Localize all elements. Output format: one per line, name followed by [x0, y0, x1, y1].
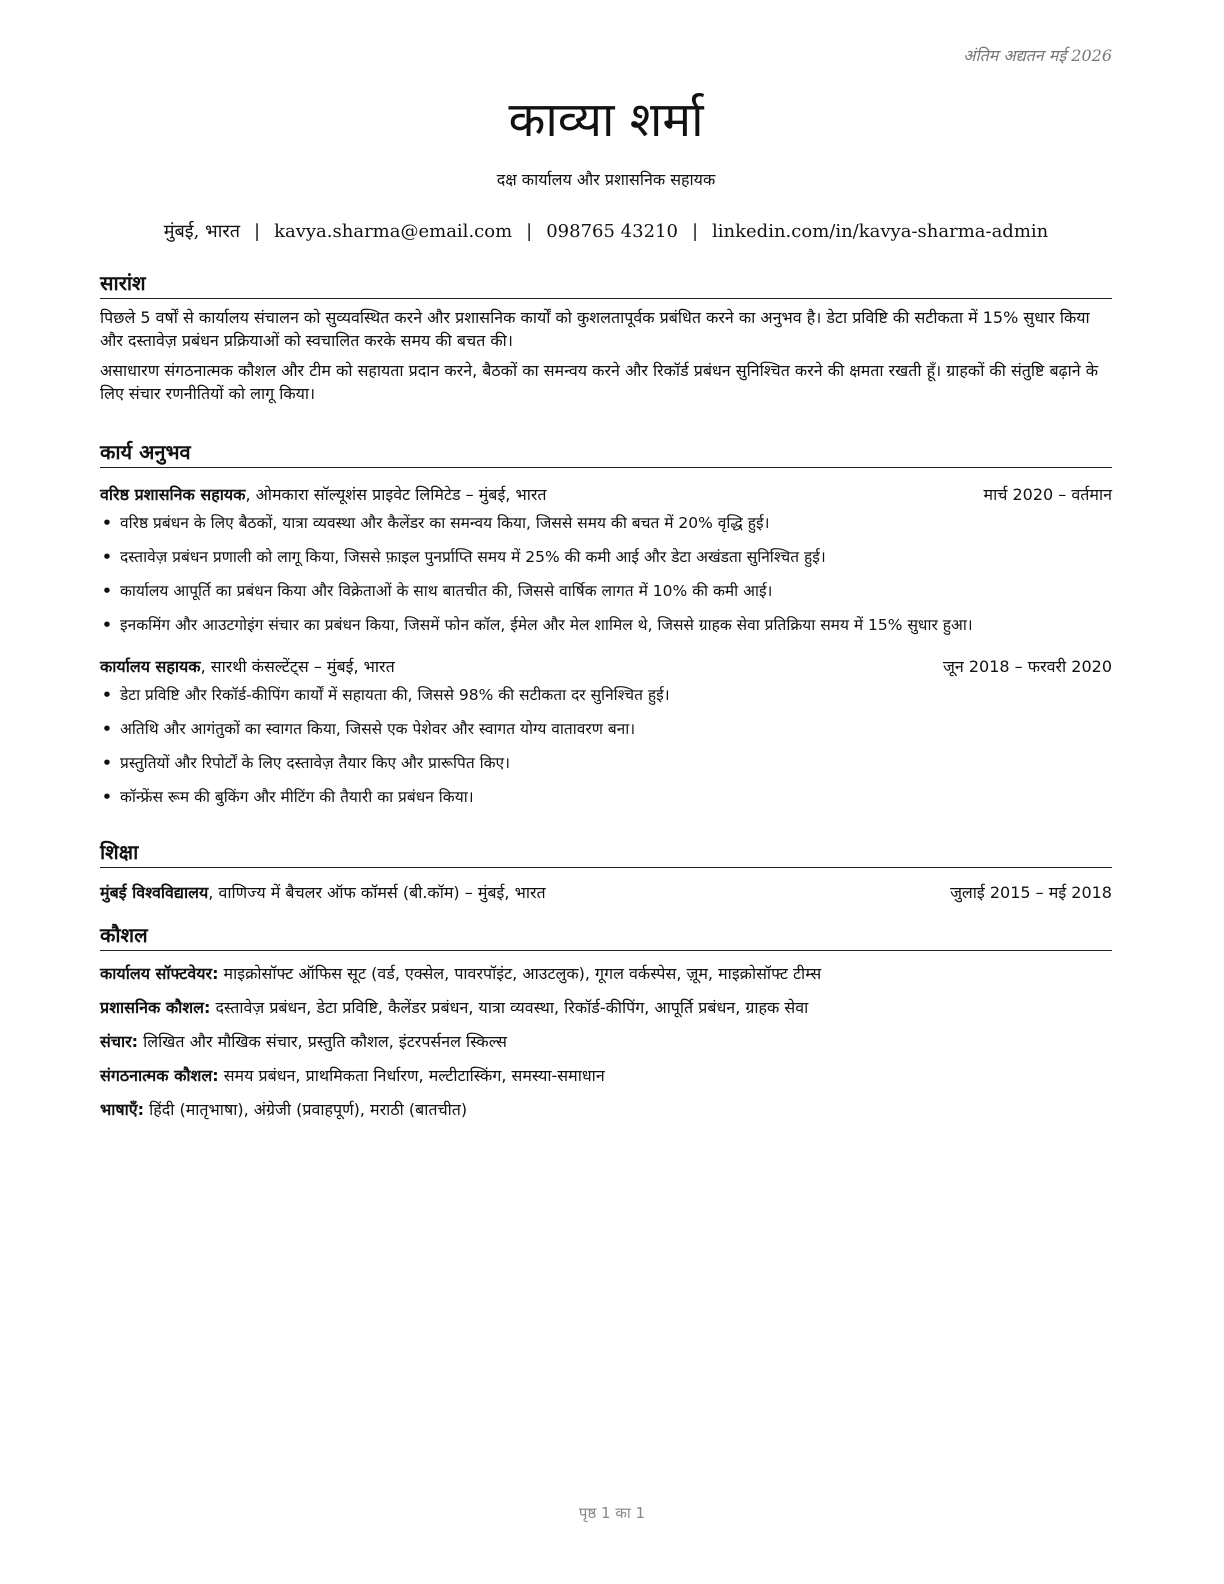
- skill-row: [100, 991, 1112, 1025]
- job-header: [100, 656, 1112, 678]
- list-item: • डेटा प्रविष्टि और रिकॉर्ड-कीपिंग कार्यों में सहायता की, जिससे 98% की सटीकता दर सुनिश्चित हुई।: [100, 678, 1112, 712]
- resume-page: [100, 0, 1112, 1584]
- education-section: [100, 839, 1112, 904]
- job-org: , ओमकारा सॉल्यूशंस प्राइवेट लिमिटेड – मुंबई, भारत: [245, 485, 547, 504]
- list-item: • इनकमिंग और आउटगोइंग संचार का प्रबंधन किया, जिसमें फोन कॉल, ईमेल और मेल शामिल थे, जिससे ग्राहक सेवा प्रतिक्रिया समय में 15% सुधार हुआ।: [100, 608, 1112, 642]
- candidate-name: काव्या शर्मा: [508, 92, 704, 148]
- job-role: कार्यालय सहायक: [100, 657, 201, 676]
- skill-label: कार्यालय सॉफ्टवेयर:: [100, 964, 219, 983]
- summary-section: [100, 270, 1112, 405]
- skill-value: माइक्रोसॉफ्ट ऑफिस सूट (वर्ड, एक्सेल, पावरपॉइंट, आउटलुक), गूगल वर्कस्पेस, ज़ूम, माइक्रोसॉफ्ट टीम्स: [218, 964, 822, 983]
- skill-row: [100, 957, 1112, 991]
- list-item: • कार्यालय आपूर्ति का प्रबंधन किया और विक्रेताओं के साथ बातचीत की, जिससे वार्षिक लागत में 10% की कमी आई।: [100, 574, 1112, 608]
- skill-row: [100, 1025, 1112, 1059]
- contact-line: [100, 219, 1112, 243]
- summary-paragraph: असाधारण संगठनात्मक कौशल और टीम को सहायता प्रदान करने, बैठकों का समन्वय करने और रिकॉर्ड प्रबंधन सुनिश्चित करने की क्षमता रखती हूँ। ग्राहकों की संतुष्टि बढ़ाने के लिए संचार रणनीतियों को लागू किया।: [100, 361, 1098, 403]
- contact-email[interactable]: kavya.sharma@email.com: [274, 221, 513, 242]
- list-item: • कॉन्फ्रेंस रूम की बुकिंग और मीटिंग की तैयारी का प्रबंधन किया।: [100, 780, 1112, 814]
- skills-section: [100, 922, 1112, 1127]
- skill-value: हिंदी (मातृभाषा), अंग्रेजी (प्रवाहपूर्ण), मराठी (बातचीत): [144, 1100, 468, 1119]
- summary-paragraph: पिछले 5 वर्षों से कार्यालय संचालन को सुव्यवस्थित करने और प्रशासनिक कार्यों को कुशलतापूर्वक प्रबंधित करने का अनुभव है। डेटा प्रविष्टि की सटीकता में 15% सुधार किया और दस्तावेज़ प्रबंधन प्रक्रियाओं को स्वचालित करके समय की बचत की।: [100, 308, 1090, 350]
- contact-linkedin[interactable]: linkedin.com/in/kavya-sharma-admin: [712, 221, 1049, 242]
- page-number: पृष्ठ 1 का 1: [578, 1504, 646, 1522]
- job-bullets: [100, 678, 1112, 814]
- section-title: कौशल: [100, 922, 1112, 951]
- skill-value: लिखित और मौखिक संचार, प्रस्तुति कौशल, इंटरपर्सनल स्किल्स: [138, 1032, 507, 1051]
- education-detail: , वाणिज्य में बैचलर ऑफ कॉमर्स (बी.कॉम) – मुंबई, भारत: [208, 883, 546, 902]
- skill-value: दस्तावेज़ प्रबंधन, डेटा प्रविष्टि, कैलेंडर प्रबंधन, यात्रा व्यवस्था, रिकॉर्ड-कीपिंग, आपूर्ति प्रबंधन, ग्राहक सेवा: [210, 998, 809, 1017]
- section-title: शिक्षा: [100, 839, 1112, 868]
- contact-phone: 098765 43210: [546, 221, 678, 242]
- job-header: [100, 484, 1112, 506]
- experience-section: [100, 439, 1112, 814]
- tagline: दक्ष कार्यालय और प्रशासनिक सहायक: [496, 170, 716, 189]
- list-item: • दस्तावेज़ प्रबंधन प्रणाली को लागू किया, जिससे फ़ाइल पुनर्प्राप्ति समय में 25% की कमी आई और डेटा अखंडता सुनिश्चित हुई।: [100, 540, 1112, 574]
- skill-row: [100, 1059, 1112, 1093]
- contact-location: मुंबई, भारत: [163, 221, 240, 242]
- education-institution: मुंबई विश्वविद्यालय: [100, 883, 209, 902]
- job-dates: जून 2018 – फरवरी 2020: [943, 657, 1112, 676]
- skill-label: संचार:: [100, 1032, 139, 1051]
- job-dates: मार्च 2020 – वर्तमान: [983, 485, 1112, 504]
- skill-row: [100, 1093, 1112, 1127]
- contact-separator: |: [526, 221, 533, 242]
- list-item: • वरिष्ठ प्रबंधन के लिए बैठकों, यात्रा व्यवस्था और कैलेंडर का समन्वय किया, जिससे समय की बचत में 20% वृद्धि हुई।: [100, 506, 1112, 540]
- job-org: , सारथी कंसल्टेंट्स – मुंबई, भारत: [200, 657, 395, 676]
- last-updated: अंतिम अद्यतन मई 2026: [963, 46, 1112, 65]
- contact-separator: |: [254, 221, 261, 242]
- skill-label: प्रशासनिक कौशल:: [100, 998, 211, 1017]
- skill-label: भाषाएँ:: [100, 1100, 145, 1119]
- list-item: • प्रस्तुतियों और रिपोर्टों के लिए दस्तावेज़ तैयार किए और प्रारूपित किए।: [100, 746, 1112, 780]
- job-role: वरिष्ठ प्रशासनिक सहायक: [100, 485, 246, 504]
- skill-value: समय प्रबंधन, प्राथमिकता निर्धारण, मल्टीटास्किंग, समस्या-समाधान: [218, 1066, 605, 1085]
- job-bullets: [100, 506, 1112, 642]
- skill-label: संगठनात्मक कौशल:: [100, 1066, 219, 1085]
- section-title: कार्य अनुभव: [100, 439, 1112, 468]
- education-row: [100, 882, 1112, 904]
- list-item: • अतिथि और आगंतुकों का स्वागत किया, जिससे एक पेशेवर और स्वागत योग्य वातावरण बना।: [100, 712, 1112, 746]
- section-title: सारांश: [100, 270, 1112, 299]
- contact-separator: |: [691, 221, 699, 242]
- education-dates: जुलाई 2015 – मई 2018: [950, 883, 1112, 902]
